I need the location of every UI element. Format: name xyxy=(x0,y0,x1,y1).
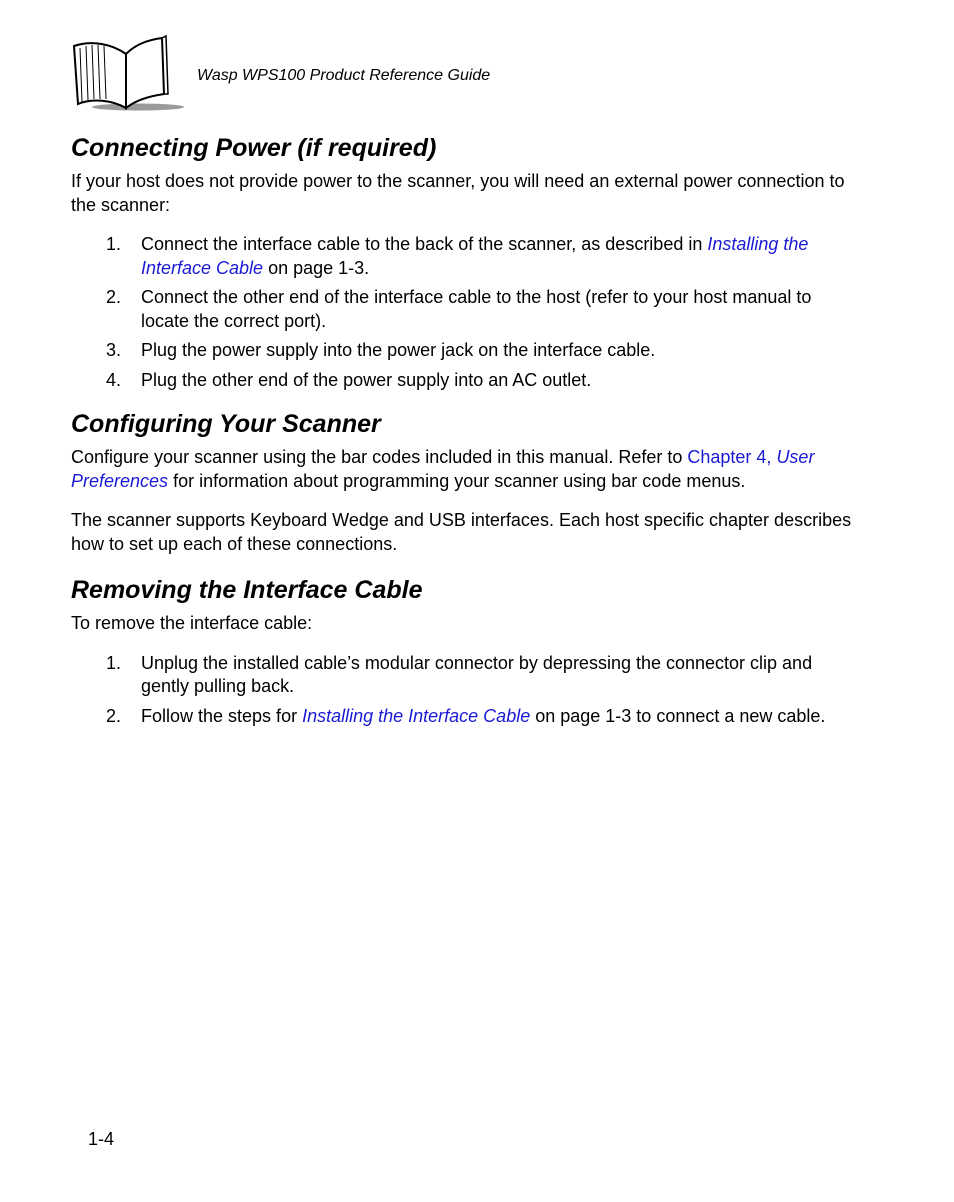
step-text: Plug the other end of the power supply into an AC outlet. xyxy=(141,369,592,390)
connecting-power-steps xyxy=(71,233,861,392)
para-text: Configure your scanner using the bar codes included in this manual. Refer to xyxy=(71,447,688,467)
list-item xyxy=(71,286,861,333)
step-text: Connect the interface cable to the back of the scanner, as described in xyxy=(141,234,708,254)
section-title-configuring-scanner: Configuring Your Scanner xyxy=(71,410,381,438)
chapter-4-link[interactable]: Chapter 4, xyxy=(687,447,772,467)
page-content xyxy=(71,132,861,734)
list-item xyxy=(71,705,861,729)
list-item xyxy=(71,233,861,280)
list-item xyxy=(71,369,861,393)
section-spacer xyxy=(71,398,861,408)
step-text-suffix: on page 1-3 to connect a new cable. xyxy=(530,705,826,726)
installing-interface-cable-link[interactable]: Installing the Interface Cable xyxy=(302,705,531,726)
section-title-connecting-power: Connecting Power (if required) xyxy=(71,134,437,162)
configuring-scanner-para1 xyxy=(71,446,861,493)
step-text: Unplug the installed cable’s modular connector by depressing the connector clip and gently pulling back. xyxy=(141,652,813,696)
para-text-suffix: for information about programming your scanner using bar code menus. xyxy=(168,470,746,491)
step-number: 3. xyxy=(106,340,122,360)
step-number: 1. xyxy=(106,234,122,254)
removing-cable-steps xyxy=(71,652,861,729)
list-item xyxy=(71,339,861,363)
step-text-suffix: on page 1-3. xyxy=(263,257,370,278)
step-number: 2. xyxy=(106,705,122,726)
connecting-power-intro: If your host does not provide power to the scanner, you will need an external power connection to the scanner: xyxy=(71,171,845,215)
section-title-removing-cable: Removing the Interface Cable xyxy=(71,576,423,604)
list-item xyxy=(71,652,861,699)
step-number: 2. xyxy=(106,287,122,307)
step-number: 4. xyxy=(106,369,122,390)
installing-interface-cable-link[interactable]: Installing the Interface Cable xyxy=(141,234,809,278)
running-header-title: Wasp WPS100 Product Reference Guide xyxy=(197,67,491,84)
user-preferences-link[interactable]: User Preferences xyxy=(71,447,815,491)
page-number: 1-4 xyxy=(88,1129,115,1149)
step-text: Follow the steps for xyxy=(141,705,303,726)
step-text: Connect the other end of the interface cable to the host (refer to your host manual to locate the correct port). xyxy=(141,287,812,331)
configuring-scanner-para2: The scanner supports Keyboard Wedge and USB interfaces. Each host specific chapter describes how to set up each of these connections. xyxy=(71,510,852,554)
removing-cable-intro: To remove the interface cable: xyxy=(71,613,313,633)
step-number: 1. xyxy=(106,652,122,673)
step-text: Plug the power supply into the power jack on the interface cable. xyxy=(141,340,656,360)
open-book-icon xyxy=(70,34,188,114)
